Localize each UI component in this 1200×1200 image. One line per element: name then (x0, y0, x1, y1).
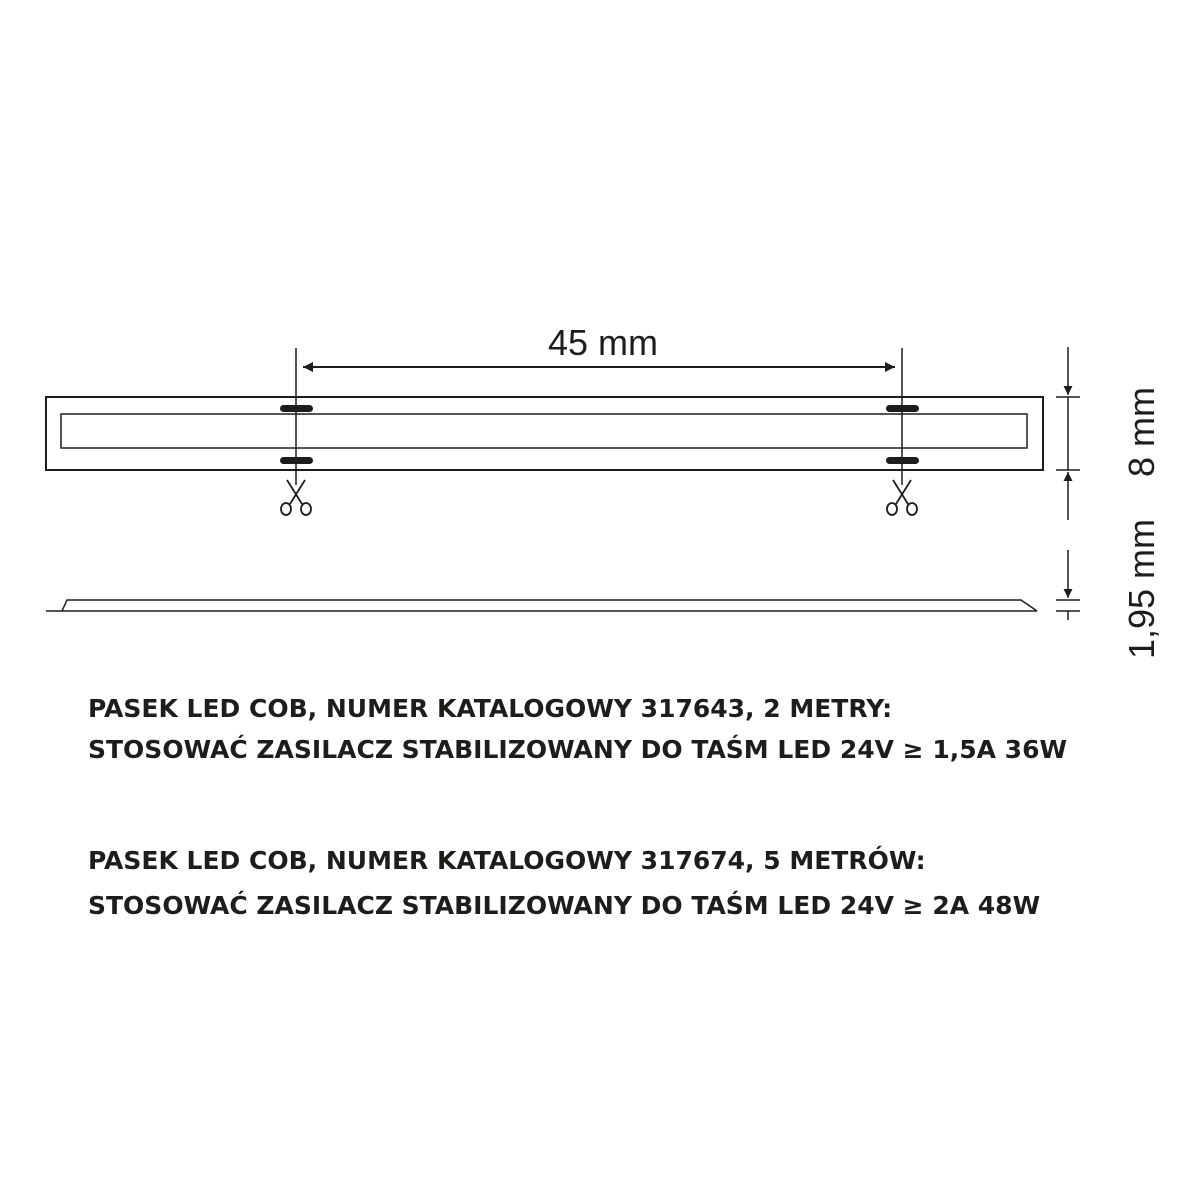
note-2-title: PASEK LED COB, NUMER KATALOGOWY 317674, 5 METRÓW: (88, 846, 926, 875)
dimension-label-thickness: 1,95 mm (1121, 518, 1162, 660)
dimension-label-8mm: 8 mm (1121, 387, 1162, 477)
strip-cob-emitter (61, 414, 1027, 448)
side-view-strip-profile (62, 600, 1037, 611)
dimension-label-45mm: 45 mm (547, 322, 659, 363)
scissors-icon (887, 480, 917, 515)
solder-pad-left-top (280, 405, 313, 412)
note-1-title: PASEK LED COB, NUMER KATALOGOWY 317643, 2 METRY: (88, 694, 893, 723)
note-2-power-supply: STOSOWAĆ ZASILACZ STABILIZOWANY DO TAŚM LED 24V ≥ 2A 48W (88, 891, 1041, 920)
scissors-icon (281, 480, 311, 515)
solder-pad-right-bottom (886, 457, 919, 464)
solder-pad-right-top (886, 405, 919, 412)
solder-pad-left-bottom (280, 457, 313, 464)
note-1-power-supply: STOSOWAĆ ZASILACZ STABILIZOWANY DO TAŚM LED 24V ≥ 1,5A 36W (88, 735, 1068, 764)
